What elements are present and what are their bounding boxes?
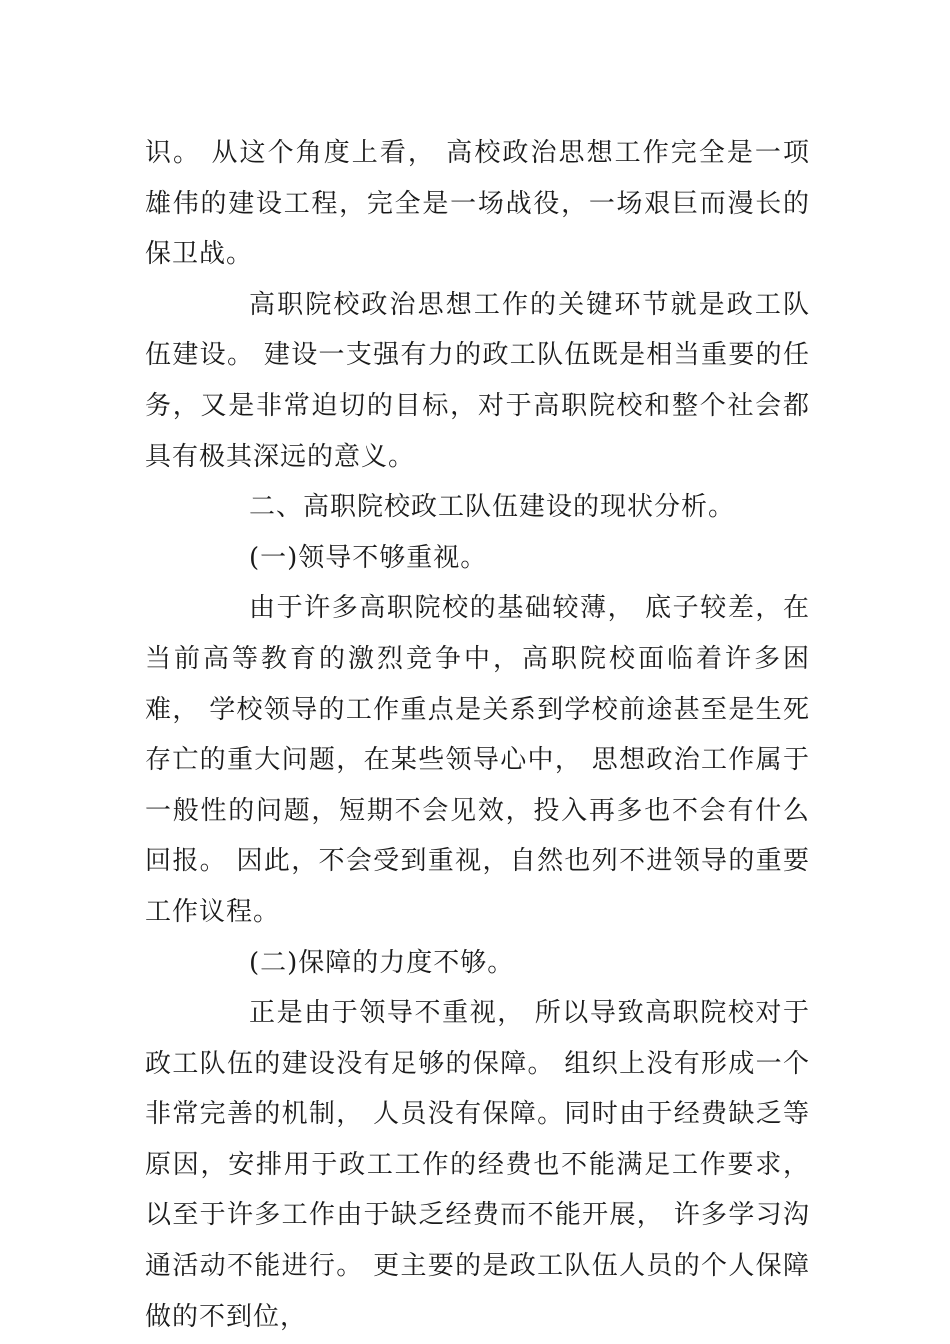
document-body	[145, 128, 810, 1342]
paragraph-support: 正是由于领导不重视， 所以导致高职院校对于政工队伍的建设没有足够的保障。 组织上没有形成一个非常完善的机制， 人员没有保障。同时由于经费缺乏等原因，安排用于政工工作的经费也不能满足工作要求， 以至于许多工作由于缺乏经费而不能开展， 许多学习沟通活动不能进行。 更主要的是政工队伍人员的个人保障做的不到位，	[145, 998, 810, 1332]
paragraph-leadership: 由于许多高职院校的基础较薄， 底子较差，在当前高等教育的激烈竞争中，高职院校面临着许多困难， 学校领导的工作重点是关系到学校前途甚至是生死存亡的重大问题，在某些领导心中， 思想政治工作属于一般性的问题，短期不会见效，投入再多也不会有什么回报。 因此，不会受到重视，自然也列不进领导的重要工作议程。	[145, 593, 810, 927]
section-heading-status-analysis: 二、高职院校政工队伍建设的现状分析。	[249, 492, 736, 523]
subheading-leadership: (一)领导不够重视。	[249, 542, 488, 573]
paragraph-team-building: 高职院校政治思想工作的关键环节就是政工队伍建设。 建设一支强有力的政工队伍既是相当重要的任务，又是非常迫切的目标，对于高职院校和整个社会都具有极其深远的意义。	[145, 289, 810, 472]
subheading-support: (二)保障的力度不够。	[249, 947, 515, 978]
paragraph-continuation: 识。 从这个角度上看， 高校政治思想工作完全是一项雄伟的建设工程，完全是一场战役，一场艰巨而漫长的保卫战。	[145, 138, 810, 270]
